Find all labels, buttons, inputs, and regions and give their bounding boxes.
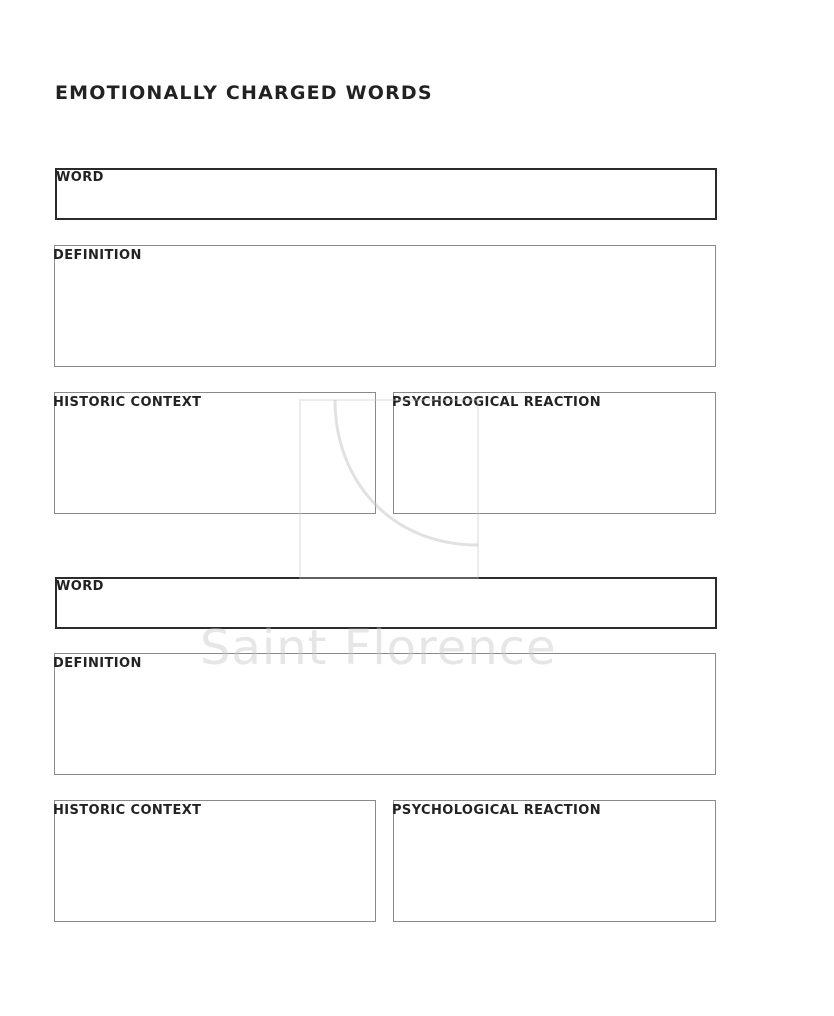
word-label: WORD <box>56 579 104 594</box>
definition-field-2[interactable] <box>54 653 716 775</box>
definition-label: DEFINITION <box>53 656 142 671</box>
word-label: WORD <box>56 170 104 185</box>
word-field-2[interactable] <box>55 577 717 629</box>
psychological-reaction-field-1[interactable] <box>393 392 716 514</box>
psychological-reaction-field-2[interactable] <box>393 800 716 922</box>
psychological-reaction-label: PSYCHOLOGICAL REACTION <box>392 395 602 410</box>
watermark-text: Saint Florence <box>200 620 557 676</box>
historic-context-label: HISTORIC CONTEXT <box>53 803 202 818</box>
historic-context-field-2[interactable] <box>54 800 376 922</box>
psychological-reaction-label: PSYCHOLOGICAL REACTION <box>392 803 602 818</box>
definition-field-1[interactable] <box>54 245 716 367</box>
historic-context-label: HISTORIC CONTEXT <box>53 395 202 410</box>
page-title: EMOTIONALLY CHARGED WORDS <box>55 82 433 104</box>
word-field-1[interactable] <box>55 168 717 220</box>
definition-label: DEFINITION <box>53 248 142 263</box>
historic-context-field-1[interactable] <box>54 392 376 514</box>
